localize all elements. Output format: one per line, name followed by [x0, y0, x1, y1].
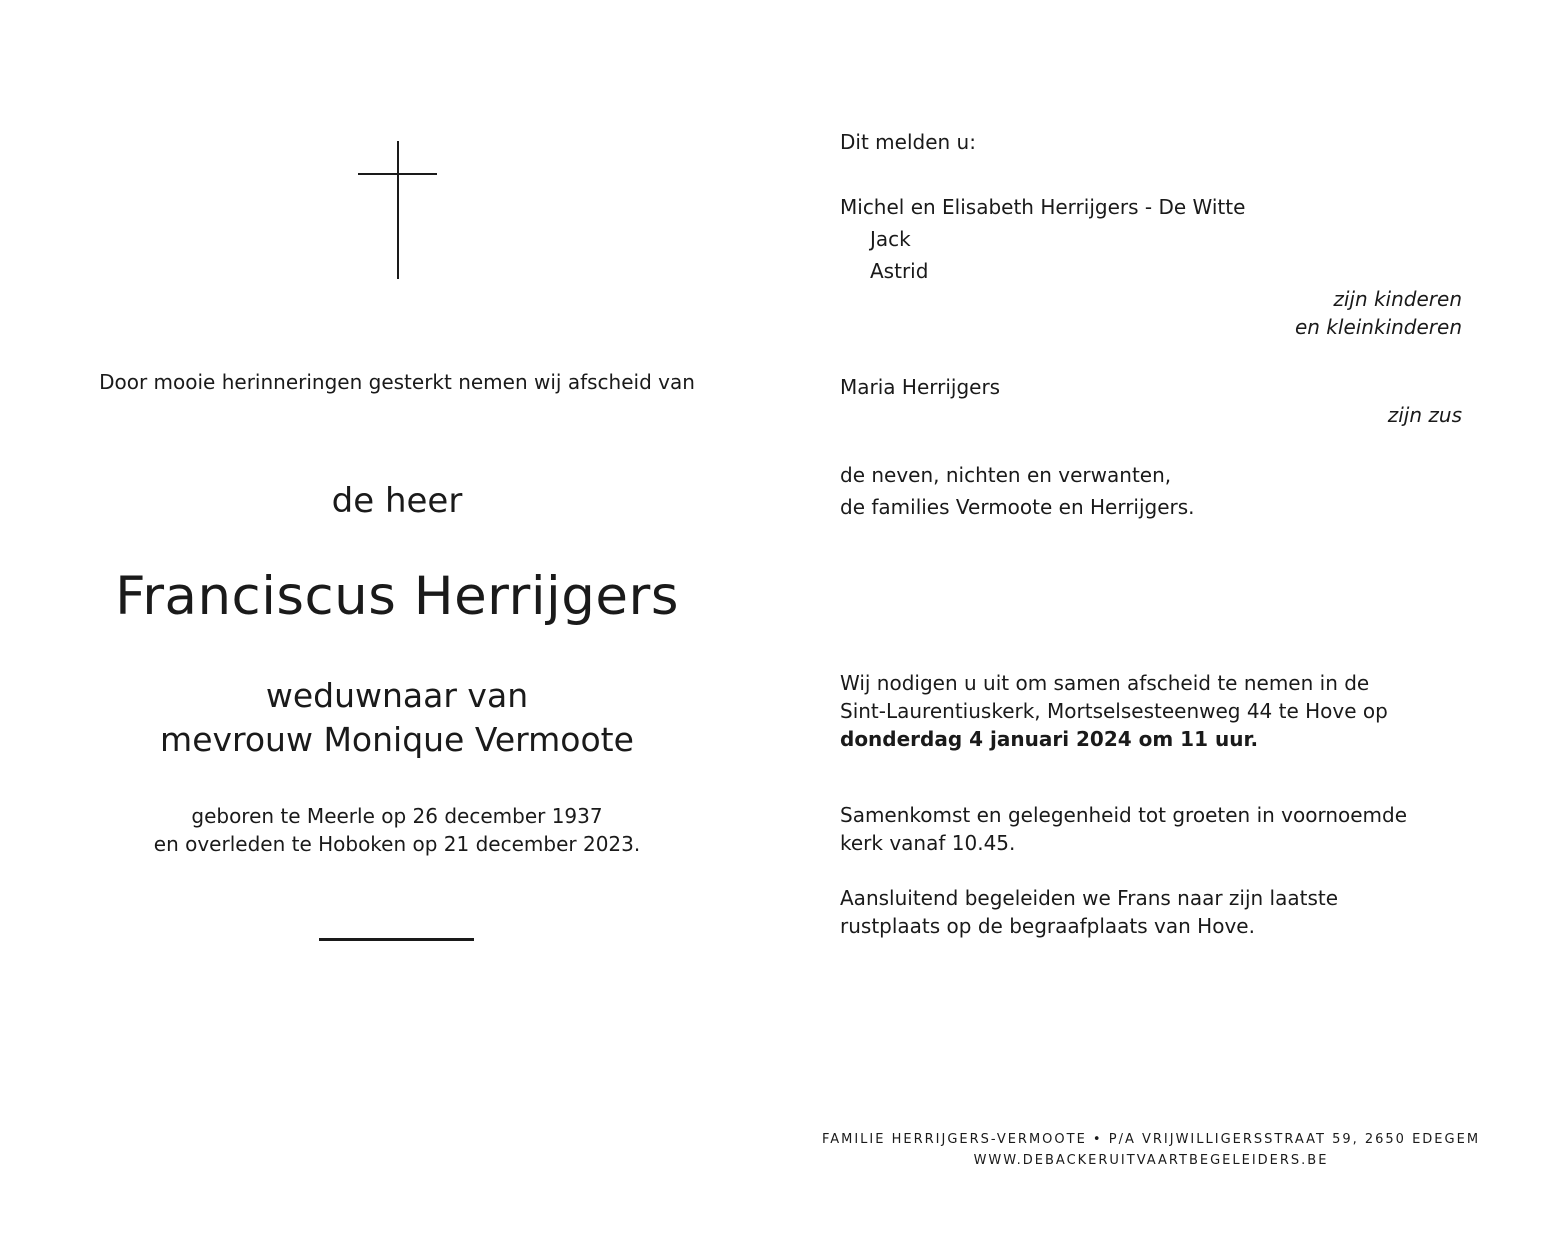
- widower-of: [40, 674, 754, 762]
- footer-website: WWW.DEBACKERUITVAARTBEGELEIDERS.BE: [973, 1153, 1329, 1168]
- relatives-line-1: de neven, nichten en verwanten,: [840, 463, 1172, 487]
- invite-line-1: Wij nodigen u uit om samen afscheid te nemen in de: [840, 671, 1370, 695]
- relation-grandchildren: en kleinkinderen: [1294, 315, 1462, 339]
- announce-text: Dit melden u:: [840, 130, 976, 154]
- widower-line-2: mevrouw Monique Vermoote: [160, 720, 634, 759]
- footer-address: FAMILIE HERRIJGERS-VERMOOTE • P/A VRIJWILLIGERSSTRAAT 59, 2650 EDEGEM: [821, 1132, 1481, 1147]
- invite-line-2: Sint-Laurentiuskerk, Mortselsesteenweg 44 te Hove op: [840, 699, 1388, 723]
- divider-line: [319, 938, 474, 941]
- relation-children: zijn kinderen: [1333, 287, 1462, 311]
- cross-horizontal-bar: [358, 173, 437, 175]
- relation-sister: zijn zus: [1387, 403, 1462, 427]
- grandchild-name: Astrid: [870, 259, 929, 283]
- life-dates: [40, 802, 754, 858]
- gathering-line-2: kerk vanaf 10.45.: [840, 831, 1016, 855]
- relatives-line-2: de families Vermoote en Herrijgers.: [840, 495, 1195, 519]
- death-line: en overleden te Hoboken op 21 december 2023.: [153, 832, 641, 856]
- widower-line-1: weduwnaar van: [265, 676, 529, 715]
- deceased-title: de heer: [331, 481, 463, 521]
- grandchild-name: Jack: [870, 227, 911, 251]
- birth-line: geboren te Meerle op 26 december 1937: [191, 804, 603, 828]
- deceased-name: Franciscus Herrijgers: [115, 566, 679, 627]
- cross-vertical-bar: [397, 141, 399, 279]
- sister-name: Maria Herrijgers: [840, 375, 1001, 399]
- burial-line-2: rustplaats op de begraafplaats van Hove.: [840, 914, 1255, 938]
- intro-text: Door mooie herinneringen gesterkt nemen wij afscheid van: [99, 370, 695, 394]
- gathering-line-1: Samenkomst en gelegenheid tot groeten in voornoemde: [840, 803, 1408, 827]
- children-names: Michel en Elisabeth Herrijgers - De Witte: [840, 195, 1246, 219]
- burial-line-1: Aansluitend begeleiden we Frans naar zijn laatste: [840, 886, 1339, 910]
- service-date: donderdag 4 januari 2024 om 11 uur.: [840, 727, 1259, 751]
